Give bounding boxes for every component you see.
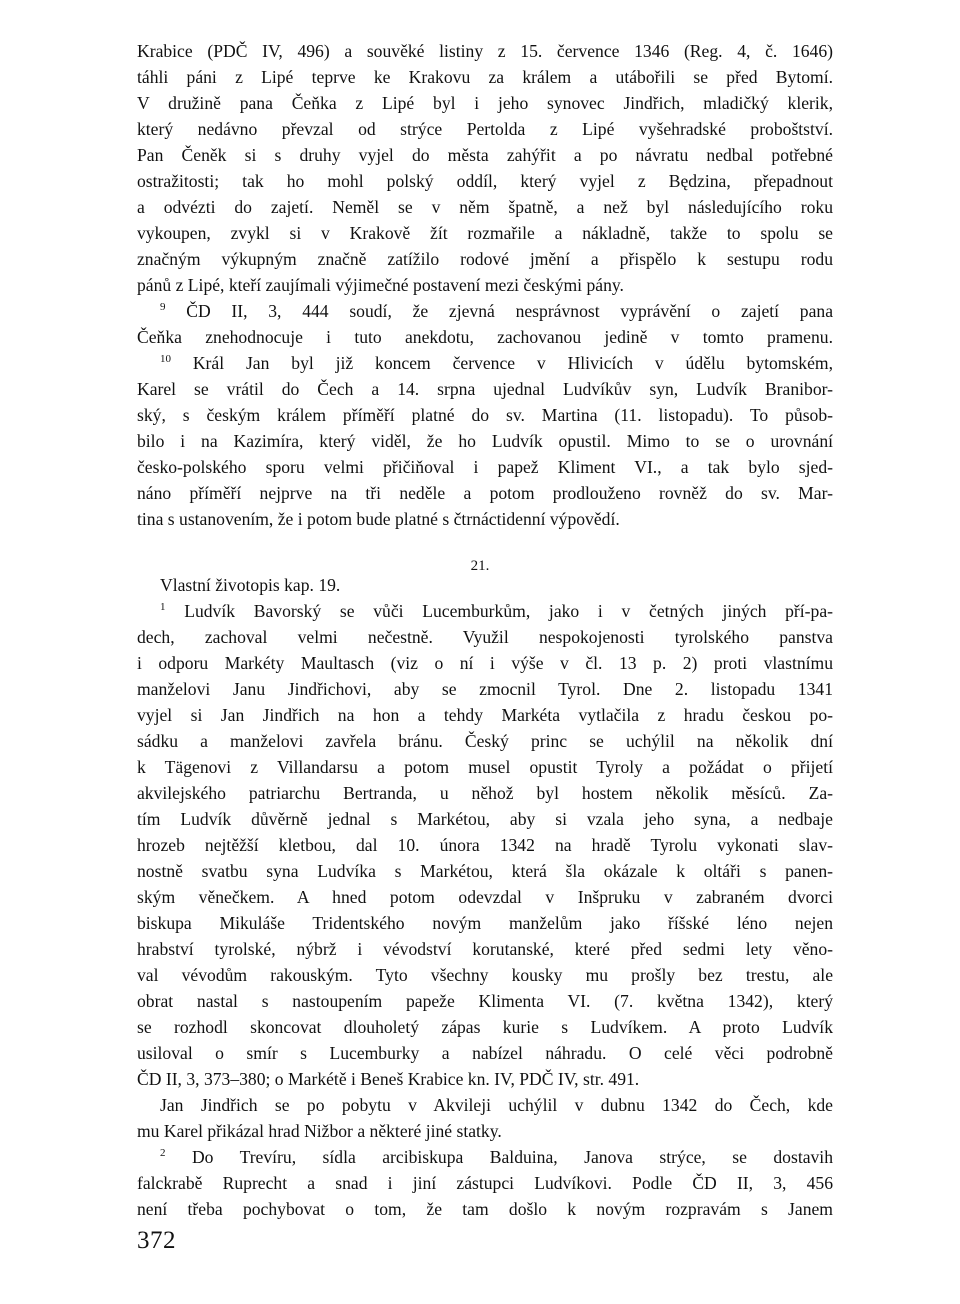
text-line: hrozeb nejtěžší kletbou, dal 10. února 1342 na hradě Tyrolu vykonati slav- xyxy=(137,835,833,855)
text-line xyxy=(160,1144,833,1170)
text-line: bilo i na Kazimíra, který viděl, že ho Ludvík opustil. Mimo to se o urovnání xyxy=(137,431,833,451)
text-line: hrabství tyrolské, nýbrž i vévodství korutanské, které před sedmi lety věno- xyxy=(137,939,833,959)
text-line: vyjel si Jan Jindřich na hon a tehdy Markéta vytlačila z hradu českou po- xyxy=(137,705,833,725)
text-line: nostně svatbu syna Ludvíka s Markétou, která šla okázale k oltáři s panen- xyxy=(137,861,833,881)
text-line: tina s ustanovením, že i potom bude platné s čtrnáctidenní výpovědí. xyxy=(137,509,620,529)
text-line: Čeňka znehodnocuje i tuto anekdotu, zachovanou jedině v tomto pramenu. xyxy=(137,327,833,347)
text-line: značným výkupným značně zatížilo rodové jmění a přispělo k sestupu rodu xyxy=(137,249,833,269)
text-line: česko-polského sporu velmi přičiňoval i papež Kliment VI., a tak bylo sjed- xyxy=(137,457,833,477)
text-line: náno příměří nejprve na tři neděle a potom prodlouženo rovněž do sv. Mar- xyxy=(137,483,833,503)
text-line: biskupa Mikuláše Tridentského novým manželům jako říšské léno nejen xyxy=(137,913,833,933)
text-line: dech, zachoval velmi nečestně. Využil nespokojenosti tyrolského panstva xyxy=(137,627,833,647)
text-line xyxy=(160,350,833,376)
text-line xyxy=(160,298,833,324)
section-source: Vlastní životopis kap. 19. xyxy=(160,575,341,595)
footnote-marker: 9 xyxy=(160,301,166,313)
text-line: ostražitosti; tak ho mohl polský oddíl, který vyjel z Będzina, přepadnout xyxy=(137,171,833,191)
text-line: vykoupen, zvykl si v Krakově žít rozmařile a nákladně, takže to spolu se xyxy=(137,223,833,243)
text-line: ČD II, 3, 373–380; o Markétě i Beneš Krabice kn. IV, PDČ IV, str. 491. xyxy=(137,1069,640,1089)
text-line: obrat nastal s nastoupením papeže Klimenta VI. (7. května 1342), který xyxy=(137,991,833,1011)
text-line: není třeba pochybovat o tom, že tam došlo k novým rozpravám s Janem xyxy=(137,1199,833,1219)
text-line xyxy=(160,598,833,624)
text-line: táhli páni z Lipé teprve ke Krakovu za králem a utábořili se před Bytomí. xyxy=(137,67,833,87)
footnote-text: Do Trevíru, sídla arcibiskupa Balduina, Janova strýce, se dostavih xyxy=(165,1147,833,1167)
text-line: Jan Jindřich se po pobytu v Akvileji uchýlil v dubnu 1342 do Čech, kde xyxy=(160,1095,833,1115)
footnote-text: Ludvík Bavorský se vůči Lucemburkům, jako i v četných jiných pří-pa- xyxy=(165,601,833,621)
text-line: falckrabě Ruprecht a snad i jiní zástupci Ludvíkovi. Podle ČD II, 3, 456 xyxy=(137,1173,833,1193)
text-line: manželovi Janu Jindřichovi, aby se zmocnil Tyrol. Dne 2. listopadu 1341 xyxy=(137,679,833,699)
text-line: val vévodům rakouským. Tyto všechny kousky mu prošly bez trestu, ale xyxy=(137,965,833,985)
text-line: ský, s českým králem příměří platné do sv. Martina (11. listopadu). To působ- xyxy=(137,405,833,425)
text-line: pánů z Lipé, kteří zaujímali výjimečné postavení mezi českými pány. xyxy=(137,275,624,295)
text-line: Krabice (PDČ IV, 496) a souvěké listiny z 15. července 1346 (Reg. 4, č. 1646) xyxy=(137,41,833,61)
footnote-marker: 1 xyxy=(160,601,166,613)
text-line: akvilejského patriarchu Bertranda, u něhož byl hostem několik měsíců. Za- xyxy=(137,783,833,803)
section-number: 21. xyxy=(470,558,490,574)
text-line: i odporu Markéty Maultasch (viz o ní i výše v čl. 13 p. 2) proti vlastnímu xyxy=(137,653,833,673)
text-line: ským věnečkem. A hned potom odevzdal v Inšpruku v zabraném dvorci xyxy=(137,887,833,907)
text-line: V družině pana Čeňka z Lipé byl i jeho synovec Jindřich, mladičký klerik, xyxy=(137,93,833,113)
text-line: a odvézti do zajetí. Neměl se v něm špatně, a než byl následujícího roku xyxy=(137,197,833,217)
footnote-text: ČD II, 3, 444 soudí, že zjevná nesprávnost vyprávění o zajetí pana xyxy=(165,301,833,321)
text-line: se rozhodl skoncovat dlouholetý zápas kurie s Ludvíkem. A proto Ludvík xyxy=(137,1017,833,1037)
text-line: tím Ludvík důvěrně jednal s Markétou, aby si vzala jeho syna, a nedbaje xyxy=(137,809,833,829)
footnote-marker: 10 xyxy=(160,353,171,365)
text-line: Karel se vrátil do Čech a 14. srpna ujednal Ludvíkův syn, Ludvík Branibor- xyxy=(137,379,833,399)
text-line: Pan Čeněk si s druhy vyjel do města zahýřit a po návratu nedbal potřebné xyxy=(137,145,833,165)
footnote-text: Král Jan byl již koncem července v Hlivicích v údělu bytomském, xyxy=(171,353,833,373)
text-line: usiloval o smír s Lucemburky a nabízel náhradu. O celé věci podrobně xyxy=(137,1043,833,1063)
text-line: mu Karel přikázal hrad Nižbor a některé jiné statky. xyxy=(137,1121,502,1141)
page-number: 372 xyxy=(137,1227,176,1254)
text-line: sádku a manželovi zavřela bránu. Český princ se uchýlil na několik dní xyxy=(137,731,833,751)
text-line: k Tägenovi z Villandarsu a potom musel opustit Tyroly a požádat o přijetí xyxy=(137,757,833,777)
footnote-marker: 2 xyxy=(160,1147,166,1159)
text-line: který nedávno převzal od strýce Pertolda z Lipé vyšehradské proboštství. xyxy=(137,119,833,139)
